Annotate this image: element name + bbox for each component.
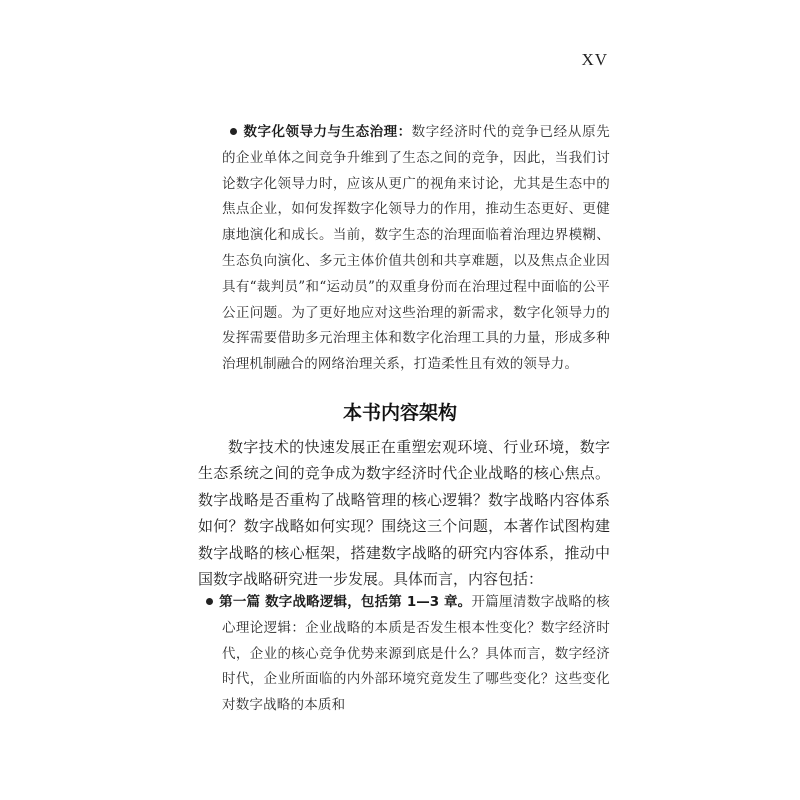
section-heading: 本书内容架构 <box>342 402 457 424</box>
bullet-body-text: 开篇厘清数字战略的核心理论逻辑：企业战略的本质是否发生根本性变化？数字经济时代，企业的核心竞争优势来源到底是什么？具体而言，数字经济时代，企业所面临的内外部环境究竟发生了哪些变化？这些变化对数字战略的本质和 <box>222 594 611 714</box>
bullet-dot-icon <box>230 128 237 135</box>
bullet-item-part-one <box>198 590 610 719</box>
bullet-lead-text: 数字化领导力与生态治理： <box>243 124 412 140</box>
intro-paragraph: 数字技术的快速发展正在重塑宏观环境、行业环境，数字生态系统之间的竞争成为数字经济时代企业战略的核心焦点。数字战略是否重构了战略管理的核心逻辑？数字战略内容体系如何？数字战略如何实现？围绕这三个问题，本著作试图构建数字战略的核心框架，搭建数字战略的研究内容体系，推动中国数字战略研究进一步发展。具体而言，内容包括： <box>198 438 610 589</box>
bullet-lead-text: 第一篇 数字战略逻辑，包括第 1—3 章。 <box>219 594 472 610</box>
bullet-body-text: 数字经济时代的竞争已经从原先的企业单体之间竞争升维到了生态之间的竞争，因此，当我们讨论数字化领导力时，应该从更广的视角来讨论，尤其是生态中的焦点企业，如何发挥数字化领导力的作用，推动生态更好、更健康地演化和成长。当前，数字生态的治理面临着治理边界模糊、生态负向演化、多元主体价值共创和共享难题，以及焦点企业因具有“裁判员”和“运动员”的双重身份而在治理过程中面临的公平公正问题。为了更好地应对这些治理的新需求，数字化领导力的发挥需要借助多元治理主体和数字化治理工具的力量，形成多种治理机制融合的网络治理关系，打造柔性且有效的领导力。 <box>222 124 610 373</box>
page-number: XV <box>581 50 608 69</box>
bullet-item-digital-leadership <box>198 120 610 378</box>
bullet-dot-icon <box>206 598 213 605</box>
